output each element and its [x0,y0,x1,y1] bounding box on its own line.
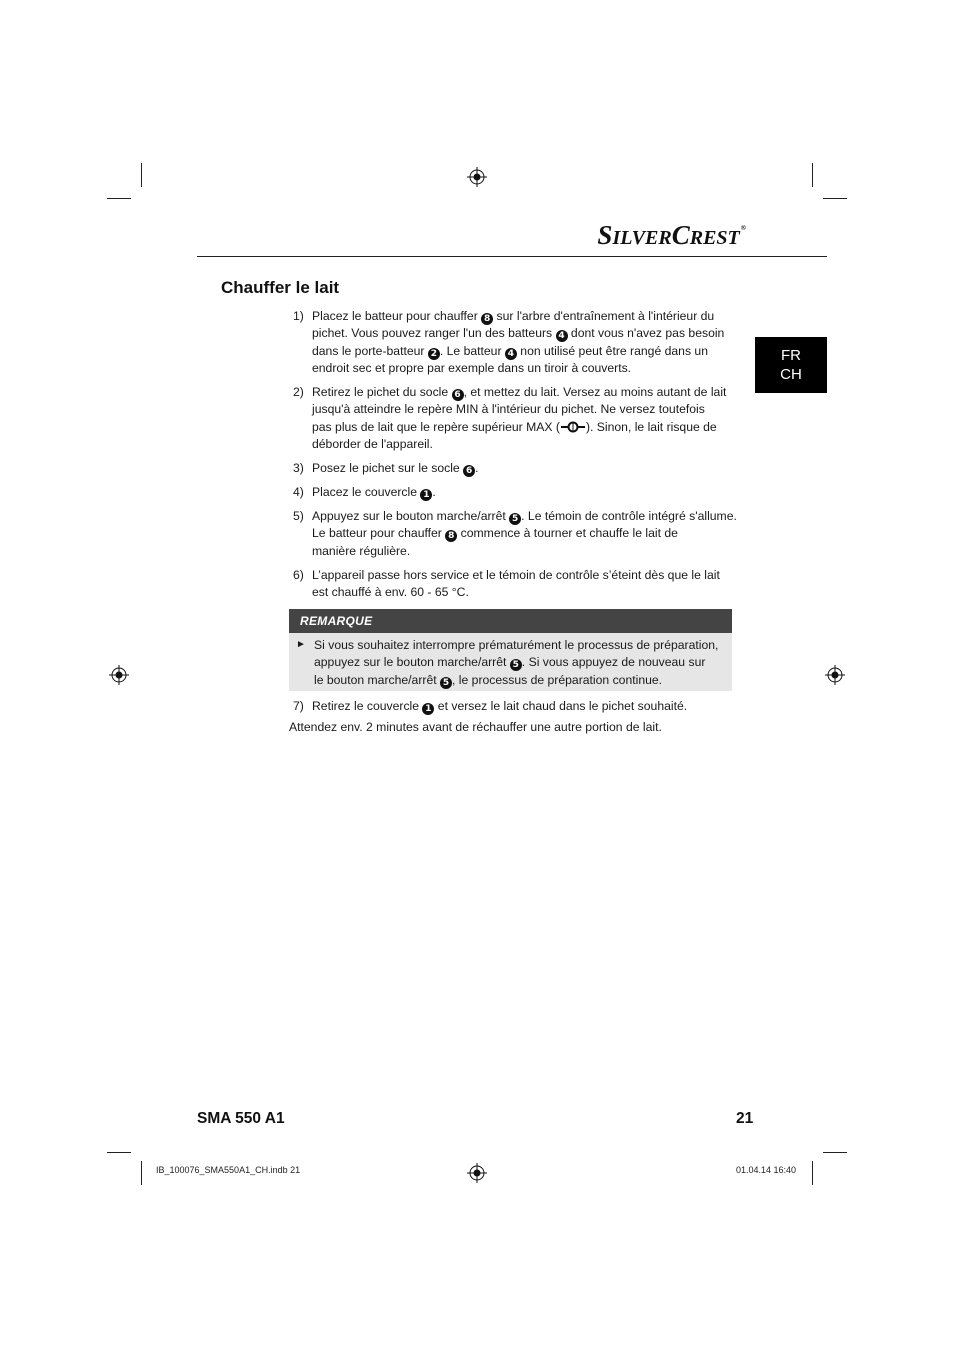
step-body [312,484,733,501]
part-number-badge: 6 [452,389,464,401]
step-number: 2) [293,385,304,399]
crop-mark [823,1152,847,1153]
header-rule [197,256,827,257]
text-line [312,419,733,436]
page-title: Chauffer le lait [221,278,340,297]
text-segment: commence à tourner et chauffe le lait de [457,526,678,541]
registration-mark-icon [467,167,487,187]
registration-mark-icon [467,1163,487,1183]
text-line [312,525,733,542]
note-body [314,637,726,689]
text-segment: Placez le couvercle [312,485,421,499]
step-number: 3) [293,461,304,475]
text-segment: , le processus de préparation continue. [452,672,663,687]
language-tab [755,337,827,393]
text-segment: Retirez le pichet du socle [312,385,452,399]
text-line [312,543,733,560]
step-body [312,698,733,715]
text-line [312,360,733,377]
text-segment: . Le batteur [439,343,505,358]
text-line [312,436,733,453]
part-number-badge: 4 [505,348,517,360]
text-segment: sur l'arbre d'entraînement à l'intérieur du [493,309,715,323]
text-segment: manière régulière. [312,543,411,558]
text-segment: Posez le pichet sur le socle [312,461,464,475]
text-segment: est chauffé à env. 60 - 65 °C. [312,585,469,600]
part-number-badge: 5 [510,659,522,671]
text-segment: . [475,461,479,475]
step-number: 5) [293,509,304,523]
text-segment: Placez le batteur pour chauffer [312,309,482,323]
brand-registered-mark: ® [740,224,746,232]
text-line [312,567,733,584]
text-segment: endroit sec et propre par exemple dans un tiroir à couverts. [312,360,632,375]
brand-logo [597,220,746,251]
text-segment: non utilisé peut être rangé dans un [516,343,708,358]
text-segment: jusqu'à atteindre le repère MIN à l'intérieur du pichet. Ne versez toutefois [312,402,705,417]
closing-text: Attendez env. 2 minutes avant de réchauffer une autre portion de lait. [289,720,662,734]
part-number-badge: 6 [463,465,475,477]
slug-file: IB_100076_SMA550A1_CH.indb 21 [156,1165,301,1175]
step-number: 6) [293,568,304,582]
step-number: 4) [293,485,304,499]
text-segment: et versez le lait chaud dans le pichet souhaité. [434,699,688,713]
brand-letters: REST [689,227,740,249]
language-tab-line2: CH [780,366,802,383]
text-line [314,654,726,671]
part-number-badge: 2 [428,348,440,360]
step-body [312,508,737,560]
max-valve-symbol-icon [560,420,586,434]
slug-date: 01.04.14 16:40 [736,1165,797,1175]
text-segment: le bouton marche/arrêt [314,672,441,687]
text-segment: appuyez sur le bouton marche/arrêt [314,655,510,670]
brand-letters: ILVER [612,227,672,249]
text-segment: pichet. Vous pouvez ranger l'un des batteurs [312,326,556,341]
step-number: 7) [293,699,304,713]
text-line [312,698,733,715]
page-number: 21 [736,1110,754,1127]
text-segment: Si vous souhaitez interrompre prématurément le processus de préparation, [314,638,719,652]
part-number-badge: 8 [481,313,493,325]
crop-mark [141,163,142,187]
crop-mark [107,198,131,199]
text-segment: ). Sinon, le lait risque de [585,419,717,434]
text-segment: . Le témoin de contrôle intégré s'allume. [521,509,737,523]
part-number-badge: 8 [445,530,457,542]
step-body [312,384,733,453]
part-number-badge: 1 [422,703,434,715]
text-line [312,484,733,501]
text-segment: pas plus de lait que le repère supérieur MAX ( [312,419,560,434]
brand-letter: S [597,220,613,250]
part-number-badge: 4 [556,330,568,342]
text-segment: , et mettez du lait. Versez au moins autant de lait [463,385,727,399]
text-line [312,384,733,401]
text-segment: L’appareil passe hors service et le témoin de contrôle s’éteint dès que le lait [312,568,720,582]
text-line [312,343,733,360]
text-segment: dont vous n'avez pas besoin [567,326,725,341]
text-line [312,308,733,325]
text-line [314,672,726,689]
text-line [312,325,733,342]
step-body [312,567,733,602]
text-segment: Le batteur pour chauffer [312,526,446,541]
note-box [289,609,732,691]
text-line [312,460,733,477]
text-line [314,637,726,654]
registration-mark-icon [109,665,129,685]
note-bullet-icon: ► [296,639,306,650]
text-segment: Retirez le couvercle [312,699,423,713]
text-segment: déborder de l'appareil. [312,436,433,451]
text-line [312,401,733,418]
crop-mark [141,1161,142,1185]
crop-mark [107,1152,131,1153]
language-tab-line1: FR [781,347,801,364]
crop-mark [823,198,847,199]
crop-mark [812,1161,813,1185]
text-line [312,584,733,601]
registration-mark-icon [825,665,845,685]
brand-letter: C [671,220,690,250]
text-segment: . [432,485,436,499]
part-number-badge: 5 [440,677,452,689]
part-number-badge: 1 [420,489,432,501]
step-number: 1) [293,309,304,323]
text-segment: Appuyez sur le bouton marche/arrêt [312,509,510,523]
text-segment: dans le porte-batteur [312,343,428,358]
step-body [312,308,733,377]
note-heading: REMARQUE [289,609,732,633]
text-segment: . Si vous appuyez de nouveau sur [521,655,706,670]
crop-mark [812,163,813,187]
part-number-badge: 5 [509,513,521,525]
step-body [312,460,733,477]
footer-model: SMA 550 A1 [197,1110,285,1127]
text-line [312,508,737,525]
